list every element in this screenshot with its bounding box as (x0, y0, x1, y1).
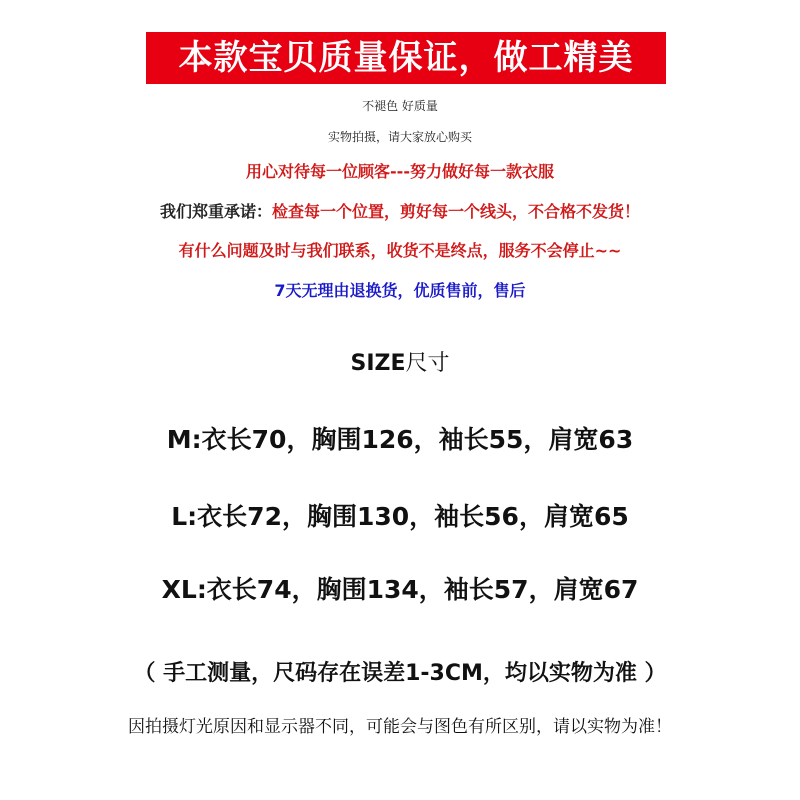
size-row-m: M:衣长70，胸围126，袖长55，肩宽63 (166, 425, 634, 454)
color-disclaimer: 因拍摄灯光原因和显示器不同，可能会与图色有所区别，请以实物为准！ (128, 717, 672, 737)
promise-line-commitment (0, 203, 800, 221)
quality-banner (146, 32, 666, 84)
promise-commitment-rest: 检查每一个位置，剪好每一个线头，不合格不发货！ (272, 202, 641, 221)
banner-text: 本款宝贝质量保证，做工精美 (178, 38, 634, 78)
tagline-real-photo: 实物拍摄，请大家放心购买 (327, 130, 472, 144)
promise-commitment-prefix: 我们郑重承诺： (159, 202, 272, 221)
promise-line-care: 用心对待每一位顾客---努力做好每一款衣服 (246, 162, 554, 181)
size-title-zh: 尺寸 (405, 351, 450, 376)
size-title-en: SIZE (350, 351, 406, 376)
size-title (0, 352, 800, 376)
size-row-l: L:衣长72，胸围130，袖长56，肩宽65 (171, 502, 629, 531)
promise-line-service: 有什么问题及时与我们联系，收货不是终点，服务不会停止~~ (178, 241, 622, 260)
tagline-colorfast: 不褪色 好质量 (362, 99, 438, 113)
promise-line-returns: 7天无理由退换货，优质售前，售后 (274, 281, 526, 300)
size-row-xl: XL:衣长74，胸围134，袖长57，肩宽67 (161, 575, 639, 604)
measurement-note: （ 手工测量，尺码存在误差1-3CM，均以实物为准 ） (133, 661, 667, 686)
